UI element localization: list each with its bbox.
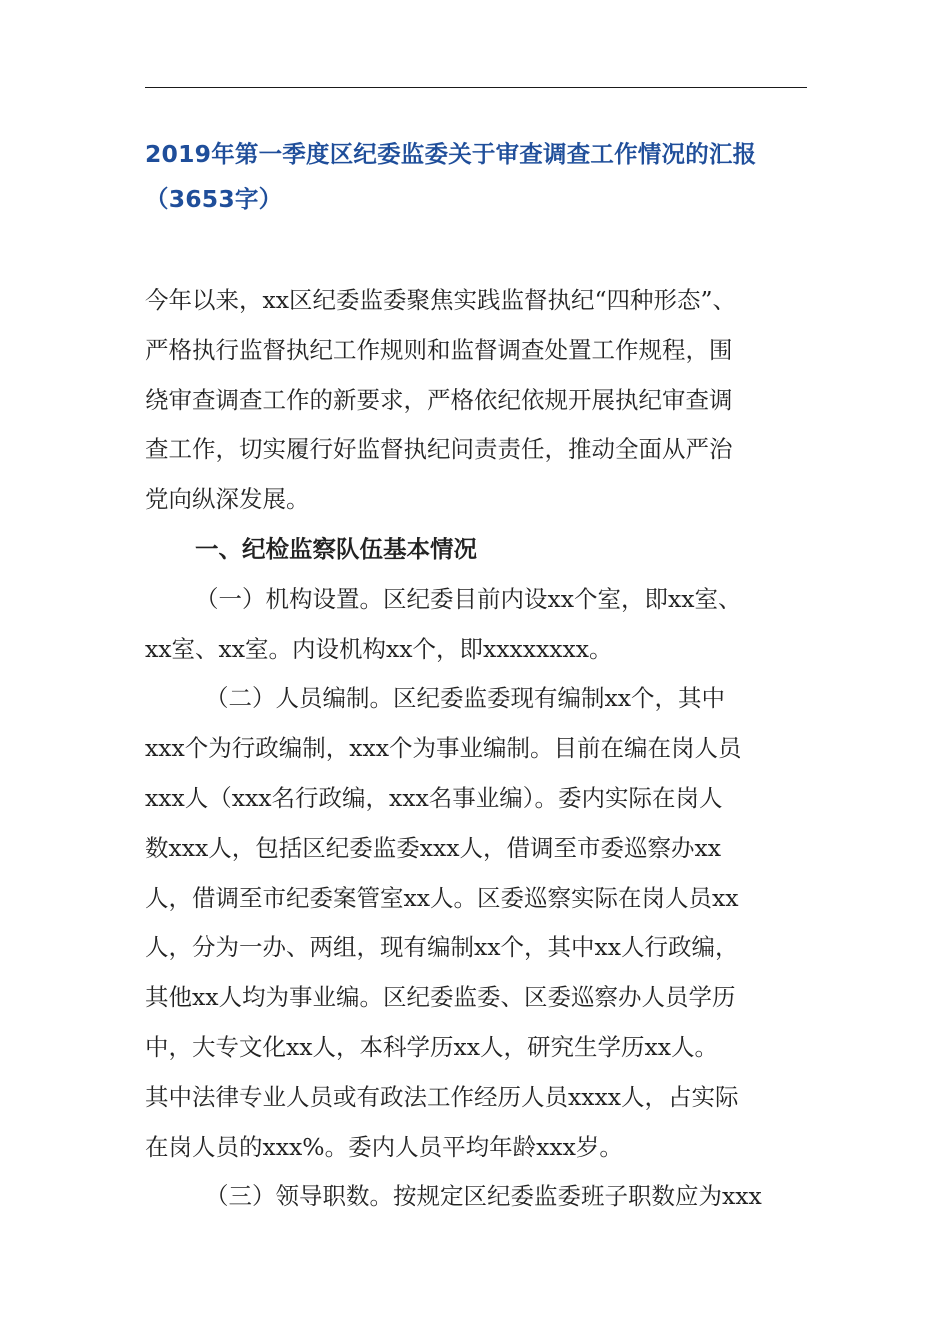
paragraph-line: 其他xx人均为事业编。区纪委监委、区委巡察办人员学历 [145,983,736,1012]
paragraph-line: （三）领导职数。按规定区纪委监委班子职数应为xxx [205,1182,762,1211]
document-body [145,276,815,1222]
header-rule [145,87,807,88]
intro-line: 今年以来，xx区纪委监委聚焦实践监督执纪“四种形态”、 [145,286,737,314]
paragraph-line: 数xxx人，包括区纪委监委xxx人，借调至市委巡察办xx [145,833,722,862]
intro-line: 查工作，切实履行好监督执纪问责责任，推动全面从严治 [145,435,733,464]
paragraph-line: xxx人（xxx名行政编，xxx名事业编）。委内实际在岗人 [145,783,723,812]
title-line: （3653字） [145,185,283,213]
paragraph-line: 中，大专文化xx人，本科学历xx人，研究生学历xx人。 [145,1032,719,1061]
paragraph-line: 在岗人员的xxx%。委内人员平均年龄xxx岁。 [145,1132,623,1161]
document-title [145,132,815,222]
paragraph-line: （二）人员编制。区纪委监委现有编制xx个，其中 [205,684,726,713]
intro-line: 党向纵深发展。 [145,485,310,514]
intro-line: 严格执行监督执纪工作规则和监督调查处置工作规程，围 [145,335,733,364]
intro-line: 绕审查调查工作的新要求，严格依纪依规开展执纪审查调 [145,385,733,414]
paragraph-line: 人，分为一办、两组，现有编制xx个，其中xx人行政编， [145,933,739,962]
title-line: 2019年第一季度区纪委监委关于审查调查工作情况的汇报 [145,140,757,168]
paragraph-line: 人，借调至市纪委案管室xx人。区委巡察实际在岗人员xx [145,883,739,912]
paragraph-line: 其中法律专业人员或有政法工作经历人员xxxx人，占实际 [145,1082,739,1111]
paragraph-line: （一）机构设置。区纪委目前内设xx个室，即xx室、 [195,584,742,613]
section-heading: 一、纪检监察队伍基本情况 [195,534,477,563]
paragraph-line: xxx个为行政编制，xxx个为事业编制。目前在编在岗人员 [145,734,742,763]
paragraph-line: xx室、xx室。内设机构xx个，即xxxxxxxx。 [145,634,613,663]
